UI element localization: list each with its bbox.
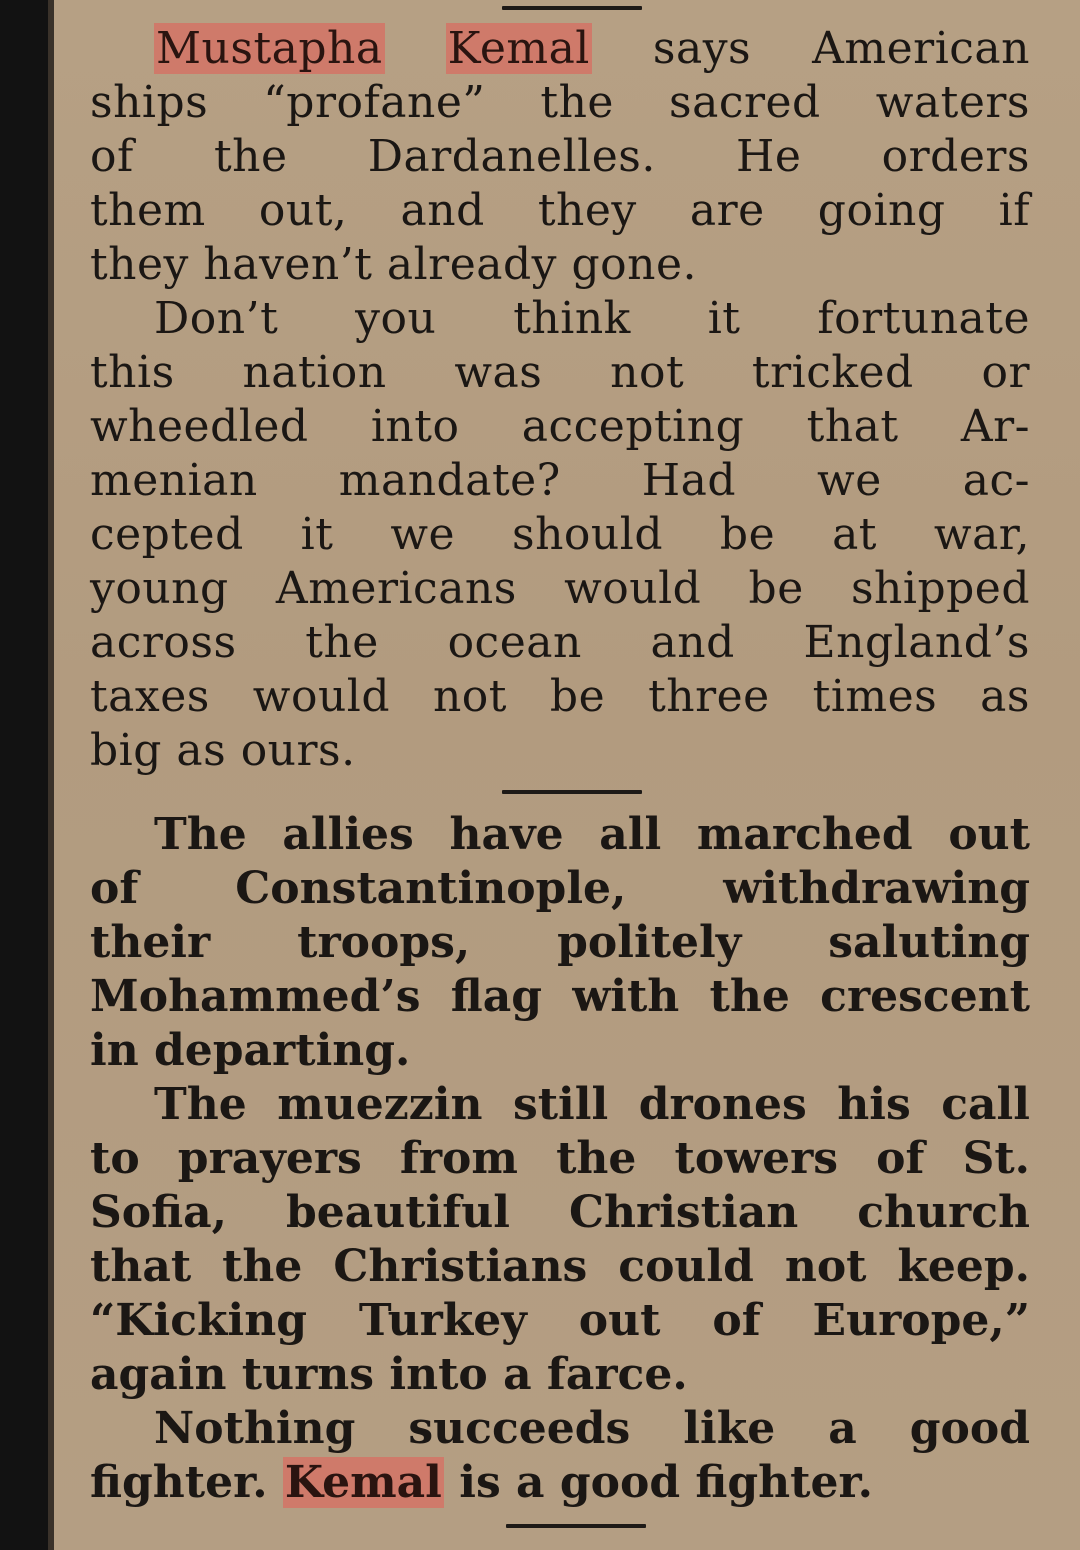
text-line: taxes would not be three times as: [90, 671, 1030, 722]
separator-rule-middle: [502, 790, 642, 794]
text-line: across the ocean and England’s: [90, 617, 1030, 668]
text-fragment: is a good fighter.: [443, 1457, 873, 1508]
text-line: wheedled into accepting that Ar-: [90, 401, 1030, 452]
highlight-mustapha: Mustapha: [156, 23, 383, 74]
text-line: them out, and they are going if: [90, 185, 1030, 236]
text-line: The muezzin still drones his call: [154, 1079, 1030, 1130]
text-line: young Americans would be shipped: [90, 563, 1030, 614]
text-line: that the Christians could not keep.: [90, 1241, 1030, 1292]
highlight-kemal: Kemal: [447, 23, 590, 74]
text-line: Mohammed’s flag with the crescent: [90, 971, 1030, 1022]
paragraph-good-fighter: [90, 1402, 1030, 1510]
left-dark-border: [0, 0, 54, 1550]
text-line: ships “profane” the sacred waters: [90, 77, 1030, 128]
text-line: [90, 22, 1030, 76]
text-line: Nothing succeeds like a good: [154, 1403, 1030, 1454]
separator-rule-top: [502, 6, 642, 10]
text-line: to prayers from the towers of St.: [90, 1133, 1030, 1184]
text-line: Sofia, beautiful Christian church: [90, 1187, 1030, 1238]
paragraph-kemal-ships: [90, 22, 1030, 292]
paragraph-allies-constantinople: [90, 808, 1030, 1078]
text-line: The allies have all marched out: [154, 809, 1030, 860]
text-line: of the Dardanelles. He orders: [90, 131, 1030, 182]
text-line: of Constantinople, withdrawing: [90, 863, 1030, 914]
text-line: [90, 1456, 1030, 1510]
text-line: their troops, politely saluting: [90, 917, 1030, 968]
paragraph-armenian-mandate: [90, 292, 1030, 778]
separator-rule-bottom: [506, 1524, 646, 1528]
text-line: again turns into a farce.: [90, 1349, 688, 1400]
text-fragment: fighter.: [90, 1457, 283, 1508]
text-line: menian mandate? Had we ac-: [90, 455, 1030, 506]
text-line: Don’t you think it fortunate: [154, 293, 1030, 344]
text-line: “Kicking Turkey out of Europe,”: [90, 1295, 1030, 1346]
text-line: cepted it we should be at war,: [90, 509, 1030, 560]
text-line: they haven’t already gone.: [90, 239, 697, 290]
text-line: this nation was not tricked or: [90, 347, 1030, 398]
text-line: in departing.: [90, 1025, 411, 1076]
paragraph-muezzin-st-sofia: [90, 1078, 1030, 1402]
text-fragment: says American: [591, 23, 1030, 74]
text-line: big as ours.: [90, 725, 356, 776]
highlight-kemal-last: Kemal: [284, 1457, 442, 1508]
